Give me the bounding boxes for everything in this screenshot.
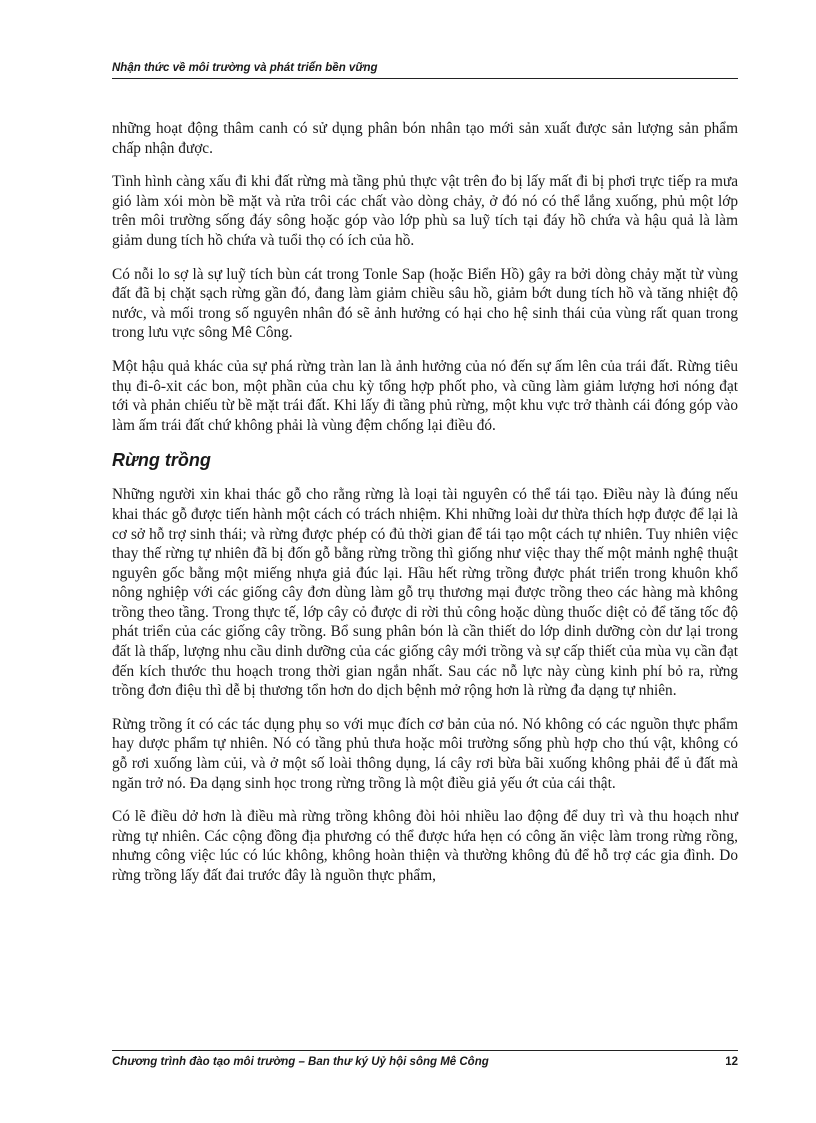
paragraph: Có lẽ điều dở hơn là điều mà rừng trồng không đòi hỏi nhiều lao động để duy trì và thu hoạch như rừng tự nhiên. Các cộng đồng địa phương có thể được hứa hẹn có công ăn việc làm trong rừng rồng, nhưng công việc lúc có lúc không, không hoàn thiện và thường không đủ để hỗ trợ các gia đình. Do rừng trồng lấy đất đai trước đây là nguồn thực phẩm, bbox=[112, 808, 738, 884]
paragraph: Rừng trồng ít có các tác dụng phụ so với mục đích cơ bản của nó. Nó không có các nguồn thực phẩm hay dược phẩm tự nhiên. Nó có tầng phủ thưa hoặc môi trường sống phù hợp cho thú vật, không có gỗ rơi xuống làm củi, và ở một số loài thông dụng, lá cây rơi bừa bãi xuống không phải để ủ đất mà ngăn trở nó. Đa dạng sinh học trong rừng trồng là một điều giả yếu ớt của cái thật. bbox=[112, 715, 738, 792]
paragraph: Có nỗi lo sợ là sự luỹ tích bùn cát trong Tonle Sap (hoặc Biển Hồ) gây ra bởi dòng chảy mặt từ vùng đất đã bị chặt sạch rừng gần đó, đang làm giảm chiều sâu hồ, giảm bớt dung tích hồ và tăng nhiệt độ nước, và mối trong số nguyên nhân đó sẽ ảnh hưởng có hại cho hệ sinh thái của vùng rất quan trong trong lưu vực sông Mê Công. bbox=[112, 265, 738, 342]
page-header bbox=[112, 62, 738, 79]
paragraph: Một hậu quả khác của sự phá rừng tràn lan là ảnh hưởng của nó đến sự ấm lên của trái đất. Rừng tiêu thụ đi-ô-xit các bon, một phần của chu kỳ tổng hợp phốt pho, và cũng làm giảm lượng hơi nóng đạt tới và phản chiếu từ bề mặt trái đất. Khi lấy đi tầng phủ rừng, một khu vực trở thành cái đóng góp vào làm ấm trái đất chứ không phải là vùng đệm chống lại điều đó. bbox=[112, 357, 738, 434]
section-heading: Rừng trồng bbox=[112, 450, 211, 471]
paragraph: những hoạt động thâm canh có sử dụng phân bón nhân tạo mới sản xuất được sản lượng sản phẩm chấp nhận được. bbox=[112, 120, 738, 157]
page-footer bbox=[112, 1050, 738, 1068]
paragraph: Những người xin khai thác gỗ cho rằng rừng là loại tài nguyên có thể tái tạo. Điều này là đúng nếu khai thác gỗ được tiến hành một cách có trách nhiệm. Khi những loài dư thừa thích hợp được để lại là cơ sở hỗ trợ sinh thái; và rừng được phép có đủ thời gian để tái tạo một cách tự nhiên. Tuy nhiên việc thay thế rừng tự nhiên đã bị đốn gỗ bằng rừng trồng thì giống như việc thay thế một mảnh nghệ thuật nguyên gốc bằng một miếng nhựa giả đúc lại. Hầu hết rừng trồng được phát triển trong khuôn khổ nông nghiệp với các giống cây đơn dùng làm gỗ trụ thương mại được trồng theo các hàng mà không trồng theo tầng. Trong thực tế, lớp cây cỏ được di rời thủ công hoặc dùng thuốc diệt cỏ để tăng tốc độ phát triển của các giống cây trồng. Bổ sung phân bón là cần thiết do lớp dinh dưỡng còn dư lại trong đất là thấp, lượng nhu cầu dinh dưỡng của các giống cây mới trồng và sự cấp thiết của mùa vụ cần đạt đến kích thước thu hoạch trong thời gian ngắn nhất. Sau các nỗ lực này cùng kinh phí bỏ ra, rừng trồng đơn điệu thì dễ bị thương tổn hơn do dịch bệnh mở rộng hơn là rừng đa dạng tự nhiên. bbox=[112, 486, 738, 700]
page-number: 12 bbox=[725, 1056, 738, 1068]
footer-text: Chương trình đào tạo môi trường – Ban thư ký Uỷ hội sông Mê Công bbox=[112, 1056, 489, 1068]
page-content bbox=[112, 119, 738, 900]
paragraph: Tình hình càng xấu đi khi đất rừng mà tầng phủ thực vật trên đo bị lấy mất đi bị phơi trực tiếp ra mưa gió làm xói mòn bề mặt và rửa trôi các chất vào dòng chảy, ở đó nó có thể lắng xuống, phủ một lớp trên môi trường sống đáy sông hoặc góp vào lớp phù sa luỹ tích tại đáy hồ chứa và hậu quả là làm giảm dung tích hồ chứa và tuổi thọ có ích của hồ. bbox=[112, 173, 738, 249]
header-title: Nhận thức về môi trường và phát triển bền vững bbox=[112, 62, 378, 74]
